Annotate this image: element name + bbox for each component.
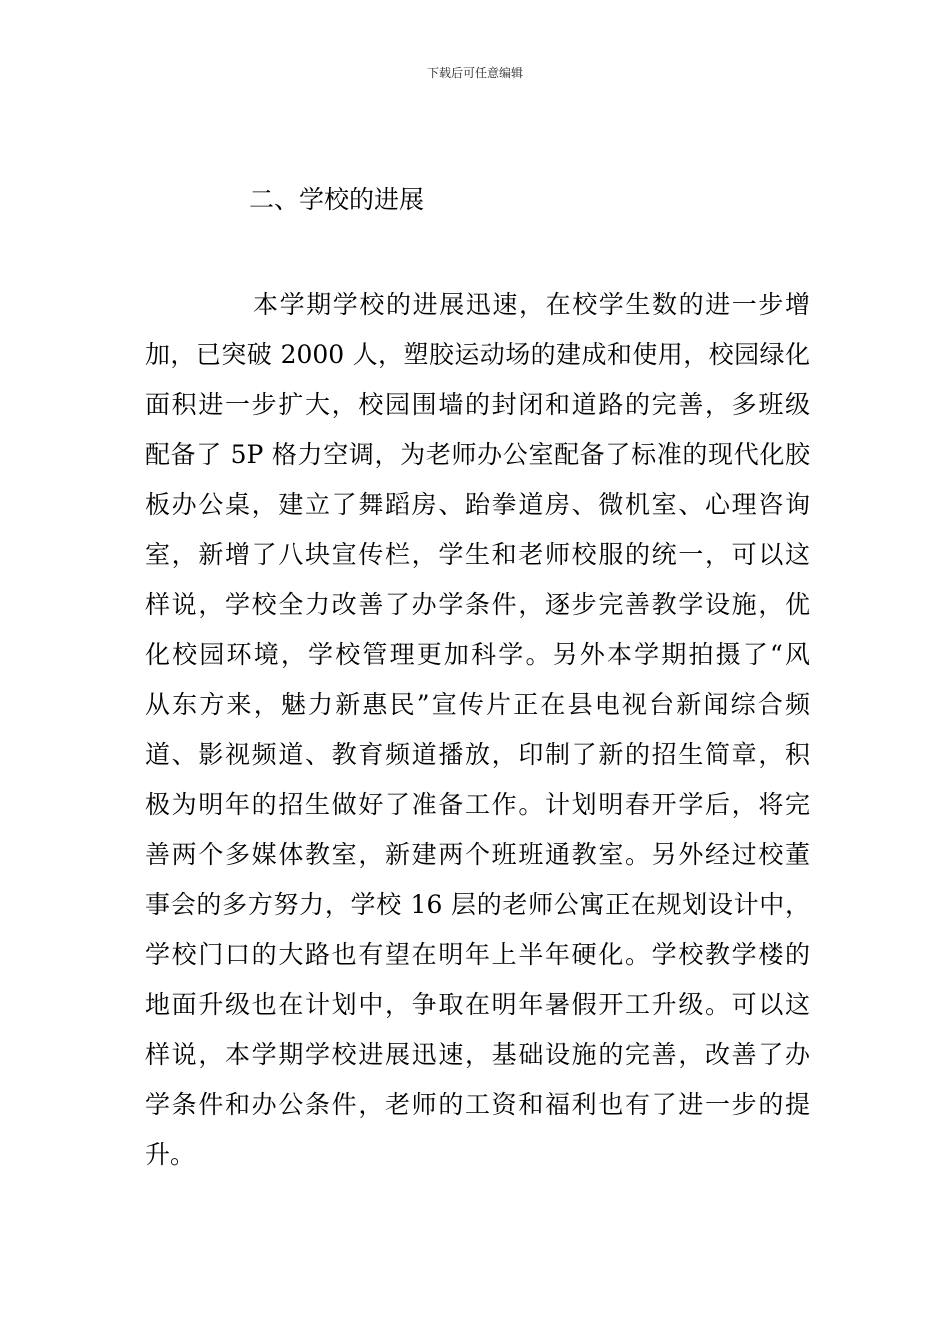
section-paragraph bbox=[145, 280, 810, 1180]
paragraph-line: 室，新增了八块宣传栏，学生和老师校服的统一，可以这 bbox=[145, 540, 810, 569]
paragraph-line: 本学期学校的进展迅速，在校学生数的进一步增 bbox=[253, 290, 810, 319]
paragraph-line: 事会的多方努力，学校 16 层的老师公寓正在规划设计中， bbox=[145, 890, 810, 919]
section-heading: 二、学校的进展 bbox=[249, 185, 425, 214]
paragraph-line: 加，已突破 2000 人，塑胶运动场的建成和使用，校园绿化 bbox=[145, 340, 810, 369]
paragraph-line: 道、影视频道、教育频道播放，印制了新的招生简章，积 bbox=[145, 740, 810, 769]
paragraph-line: 学校门口的大路也有望在明年上半年硬化。学校教学楼的 bbox=[145, 940, 810, 969]
paragraph-line: 面积进一步扩大，校园围墙的封闭和道路的完善，多班级 bbox=[145, 390, 810, 419]
paragraph-line: 配备了 5P 格力空调，为老师办公室配备了标准的现代化胶 bbox=[145, 440, 810, 469]
paragraph-line: 极为明年的招生做好了准备工作。计划明春开学后，将完 bbox=[145, 790, 810, 819]
paragraph-line: 升。 bbox=[145, 1140, 196, 1169]
paragraph-line: 样说，本学期学校进展迅速，基础设施的完善，改善了办 bbox=[145, 1040, 810, 1069]
paragraph-line: 善两个多媒体教室，新建两个班班通教室。另外经过校董 bbox=[145, 840, 810, 869]
paragraph-line: 学条件和办公条件，老师的工资和福利也有了进一步的提 bbox=[145, 1090, 810, 1119]
paragraph-line: 从东方来，魅力新惠民”宣传片正在县电视台新闻综合频 bbox=[145, 690, 810, 719]
paragraph-line: 地面升级也在计划中，争取在明年暑假开工升级。可以这 bbox=[145, 990, 810, 1019]
paragraph-line: 样说，学校全力改善了办学条件，逐步完善教学设施，优 bbox=[145, 590, 810, 619]
paragraph-line: 板办公桌，建立了舞蹈房、跆拳道房、微机室、心理咨询 bbox=[145, 490, 810, 519]
paragraph-line: 化校园环境，学校管理更加科学。另外本学期拍摄了“风 bbox=[145, 640, 810, 669]
page-header: 下载后可任意编辑 bbox=[426, 66, 523, 80]
